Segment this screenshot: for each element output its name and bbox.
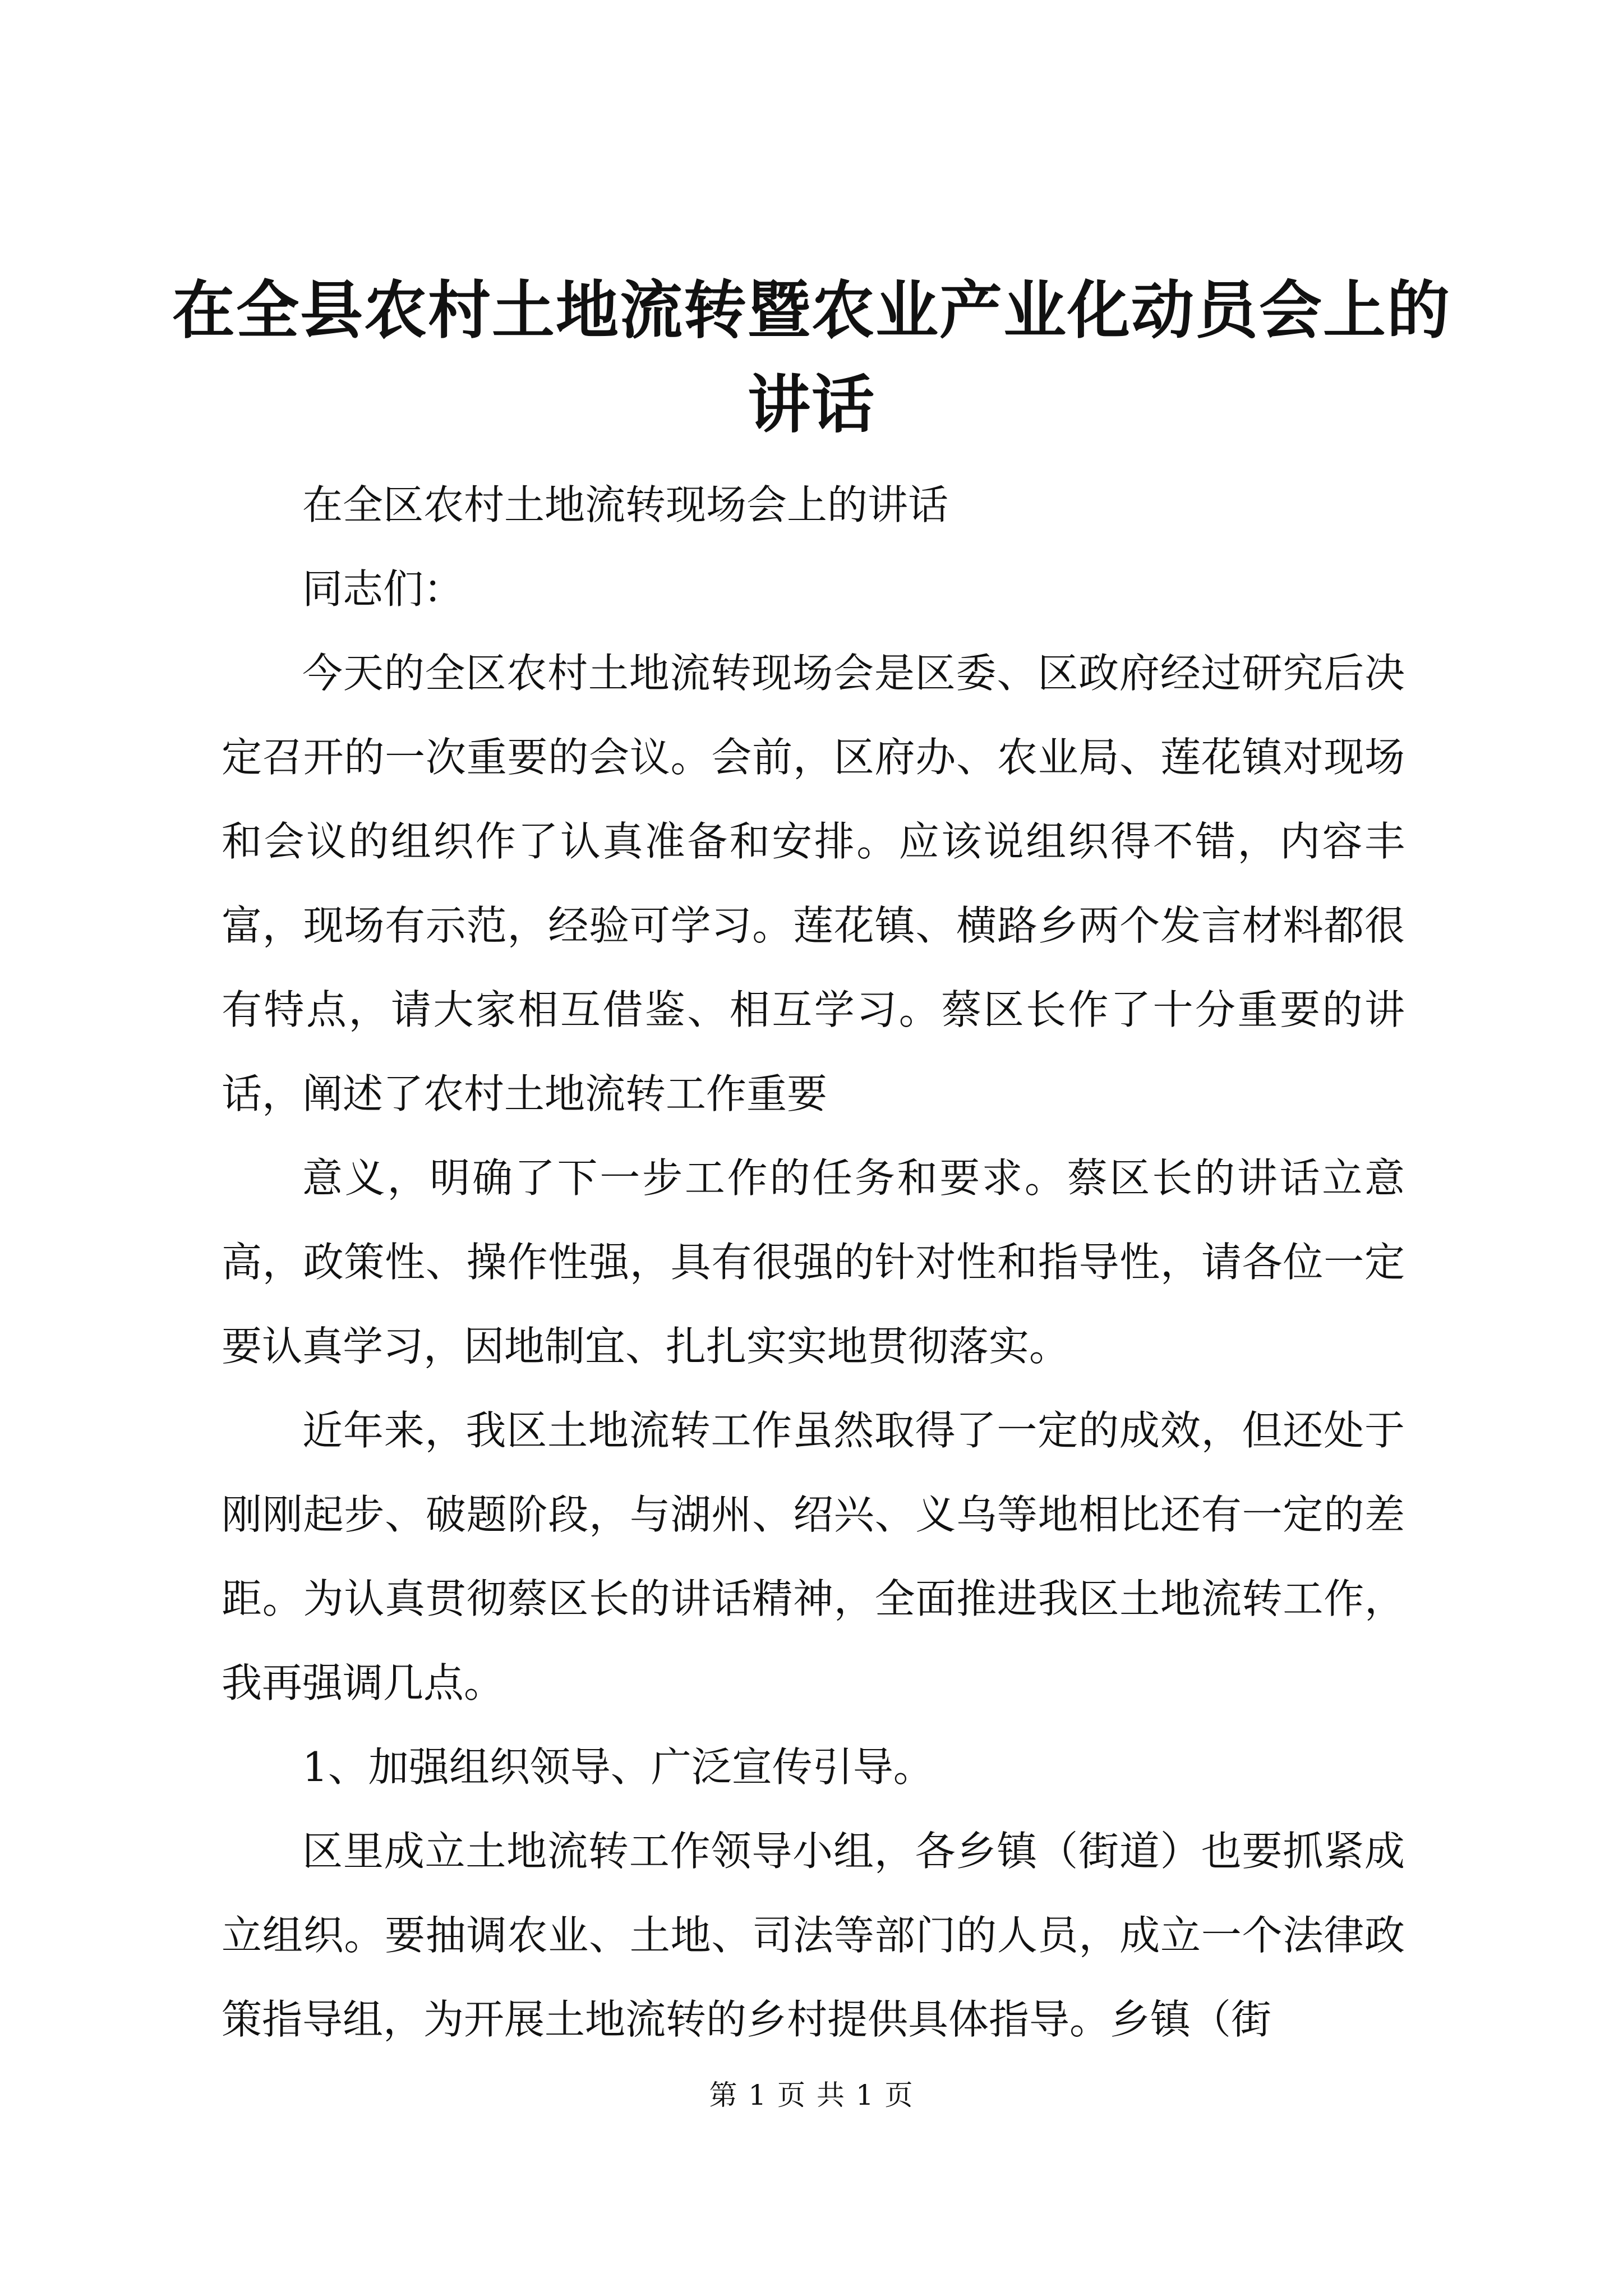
paragraph-speech-significance: 意义，明确了下一步工作的任务和要求。蔡区长的讲话立意高，政策性、操作性强，具有很强的针对性和指导性，请各位一定要认真学习，因地制宜、扎扎实实地贯彻落实。 bbox=[222, 1154, 1405, 1370]
paragraph-point-one-heading: 1、加强组织领导、广泛宣传引导。 bbox=[302, 1743, 934, 1791]
paragraph-recent-progress: 近年来，我区土地流转工作虽然取得了一定的成效，但还处于刚刚起步、破题阶段，与湖州、绍兴、义乌等地相比还有一定的差距。为认真贯彻蔡区长的讲话精神，全面推进我区土地流转工作，我再强调几点。 bbox=[222, 1407, 1405, 1706]
document-title: 在全县农村土地流转暨农业产业化动员会上的讲话 bbox=[172, 274, 1451, 441]
document-body bbox=[222, 463, 1405, 2062]
paragraph-salutation: 同志们： bbox=[302, 565, 464, 613]
page-footer: 第 1 页 共 1 页 bbox=[709, 2079, 914, 2111]
paragraph-subtitle: 在全区农村土地流转现场会上的讲话 bbox=[302, 481, 949, 528]
paragraph-meeting-intro: 今天的全区农村土地流转现场会是区委、区政府经过研究后决定召开的一次重要的会议。会前，区府办、农业局、莲花镇对现场和会议的组织作了认真准备和安排。应该说组织得不错，内容丰富，现场有示范，经验可学习。莲花镇、横路乡两个发言材料都很有特点，请大家相互借鉴、相互学习。蔡区长作了十分重要的讲话，阐述了农村土地流转工作重要 bbox=[222, 650, 1405, 1117]
paragraph-point-one-body: 区里成立土地流转工作领导小组，各乡镇（街道）也要抓紧成立组织。要抽调农业、土地、司法等部门的人员，成立一个法律政策指导组，为开展土地流转的乡村提供具体指导。乡镇（街 bbox=[222, 1828, 1405, 2043]
